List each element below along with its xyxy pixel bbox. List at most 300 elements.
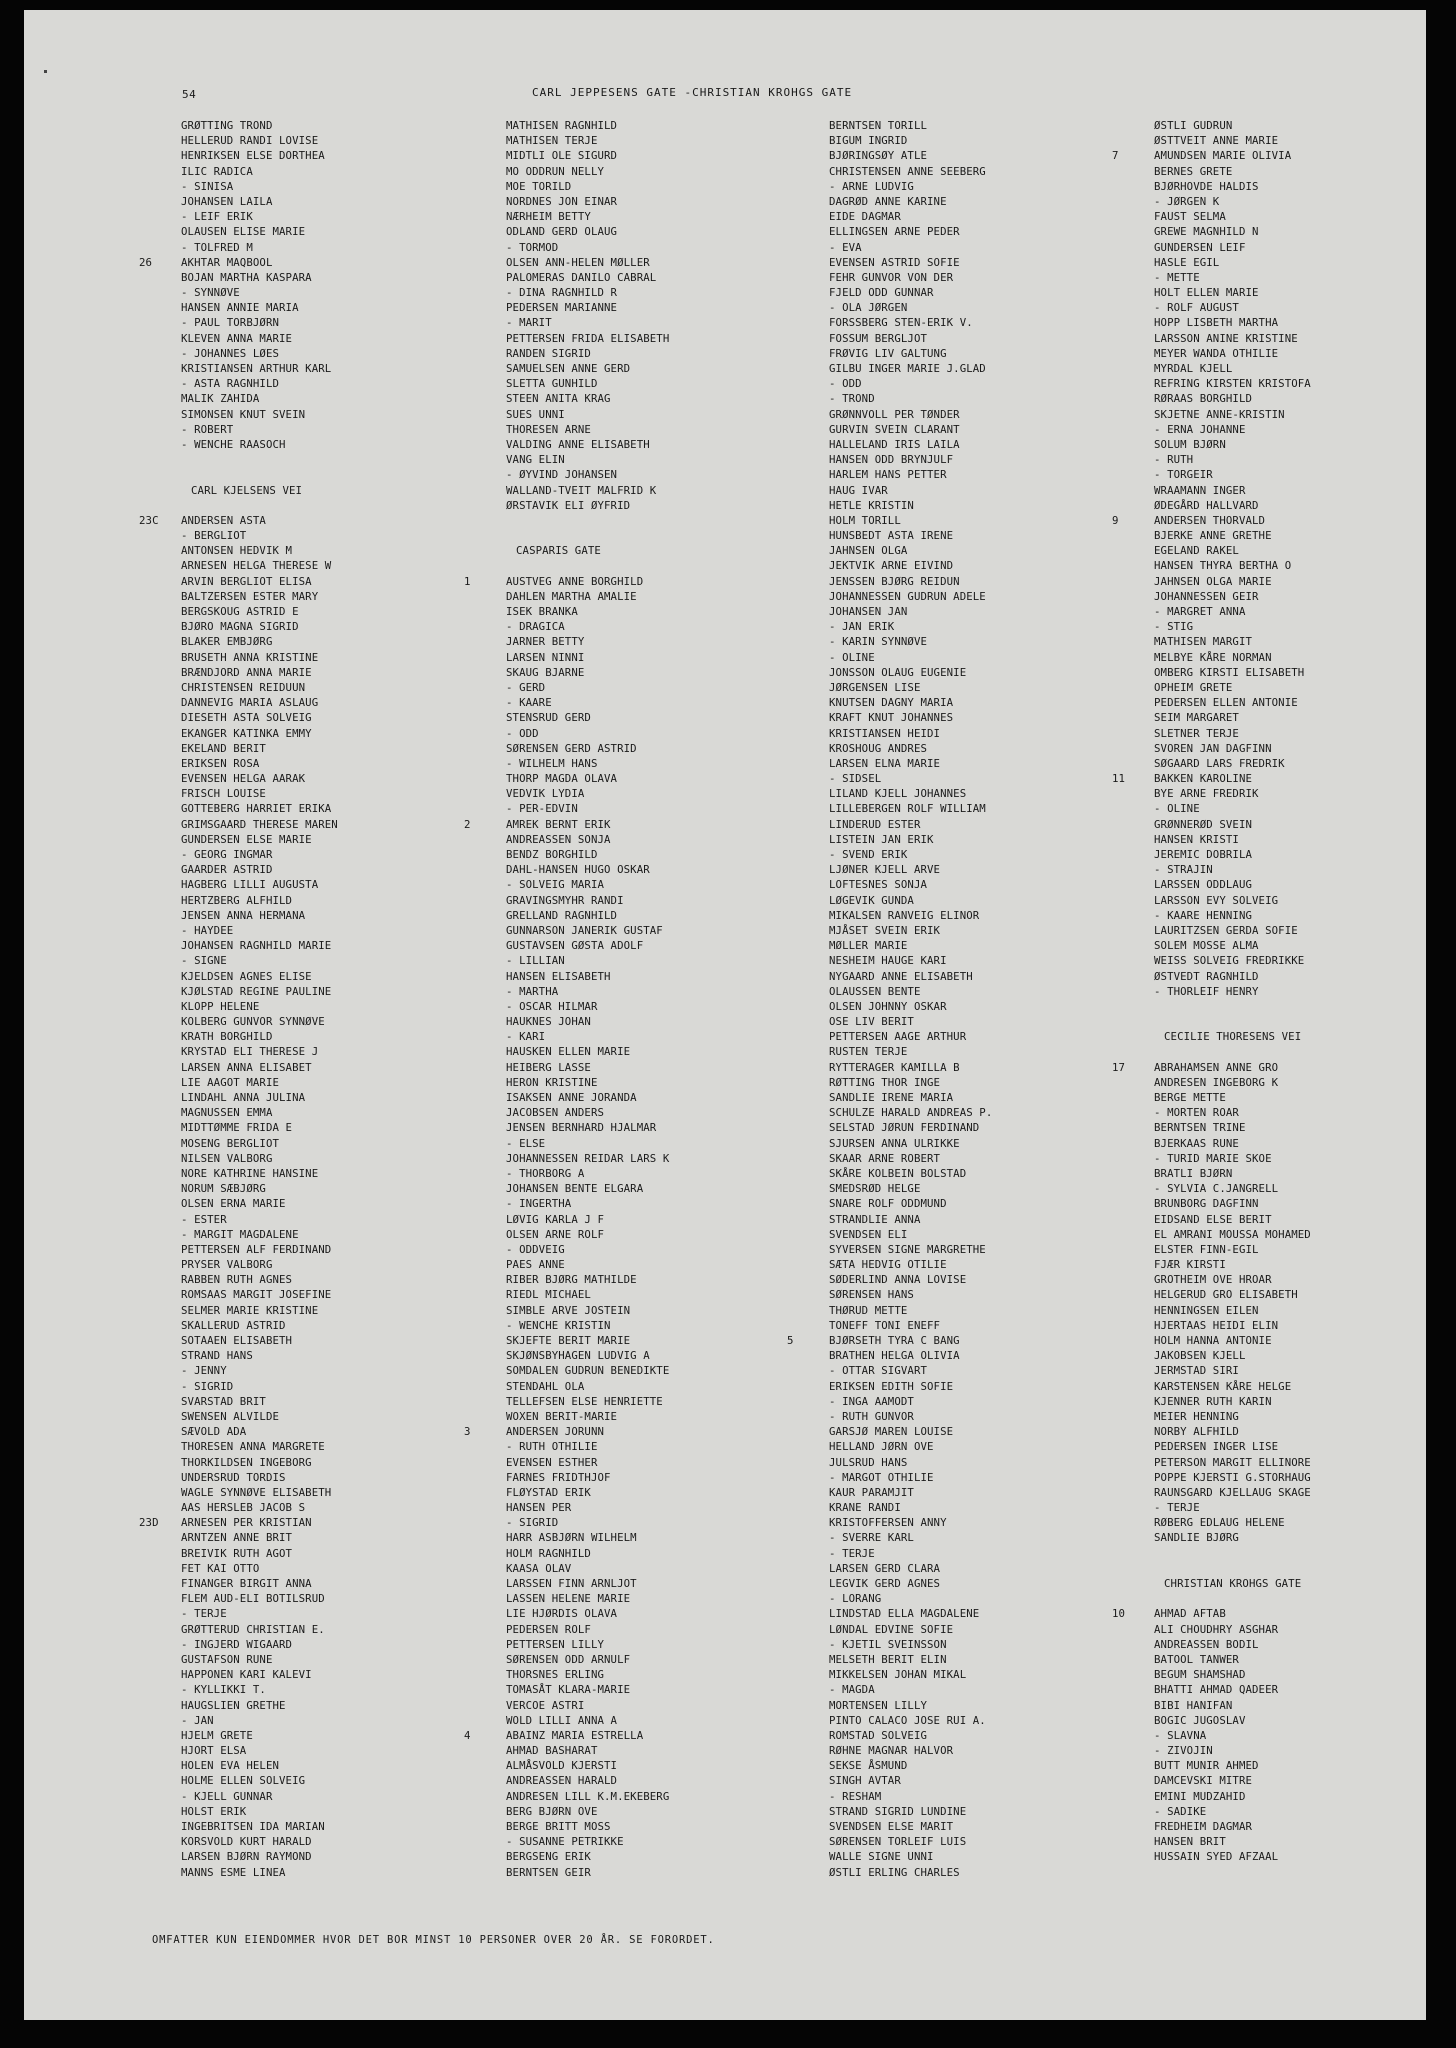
resident-name: HETLE KRISTIN xyxy=(829,498,914,512)
resident-entry xyxy=(139,1728,449,1743)
resident-name: LINDAHL ANNA JULINA xyxy=(181,1091,306,1104)
resident-name: FJÆR KIRSTI xyxy=(1154,1258,1226,1272)
resident-name: SLETNER TERJE xyxy=(1154,726,1239,740)
resident-name: TELLEFSEN ELSE HENRIETTE xyxy=(506,1394,663,1408)
resident-name: - ASTA RAGNHILD xyxy=(181,377,280,391)
resident-entry xyxy=(787,1485,1097,1500)
resident-entry xyxy=(787,1576,1097,1591)
resident-entry xyxy=(139,285,449,300)
resident-entry xyxy=(464,391,774,406)
resident-name: LARSEN NINNI xyxy=(506,650,585,664)
house-number: 3 xyxy=(464,1425,471,1439)
resident-entry xyxy=(464,407,774,422)
resident-name: MORTENSEN LILLY xyxy=(829,1698,928,1712)
resident-name: KNUTSEN DAGNY MARIA xyxy=(829,696,954,710)
resident-name: FAUST SELMA xyxy=(1154,210,1226,224)
resident-entry xyxy=(787,164,1097,179)
resident-name: SØGAARD LARS FREDRIK xyxy=(1154,756,1285,770)
resident-entry xyxy=(139,1439,449,1454)
resident-name: AMUNDSEN MARIE OLIVIA xyxy=(1154,149,1292,163)
resident-name: AMREK BERNT ERIK xyxy=(506,817,611,831)
resident-entry xyxy=(139,270,449,285)
resident-name: - LEIF ERIK xyxy=(181,210,253,224)
resident-name: SANDLIE BJØRG xyxy=(1154,1531,1239,1545)
resident-entry xyxy=(464,1075,774,1090)
resident-entry xyxy=(787,498,1097,513)
resident-name: - LILLIAN xyxy=(506,954,565,968)
resident-name: - STIG xyxy=(1154,620,1194,634)
resident-entry xyxy=(464,209,774,224)
resident-entry xyxy=(787,1242,1097,1257)
resident-name: WAGLE SYNNØVE ELISABETH xyxy=(181,1485,332,1499)
resident-name: GUSTAVSEN GØSTA ADOLF xyxy=(506,939,644,953)
resident-name: LINDSTAD ELLA MAGDALENE xyxy=(829,1607,980,1621)
resident-entry xyxy=(787,1318,1097,1333)
house-number: 9 xyxy=(1112,513,1119,527)
resident-entry xyxy=(464,801,774,816)
resident-name: JACOBSEN ANDERS xyxy=(506,1106,605,1120)
house-number: 7 xyxy=(1112,149,1119,163)
resident-entry xyxy=(139,1120,449,1135)
resident-name: GRAVINGSMYHR RANDI xyxy=(506,893,624,907)
resident-entry xyxy=(139,240,449,255)
resident-name: SØRENSEN TORLEIF LUIS xyxy=(829,1835,967,1849)
resident-name: WEISS SOLVEIG FREDRIKKE xyxy=(1154,954,1305,968)
resident-name: KRISTIANSEN HEIDI xyxy=(829,726,941,740)
resident-entry xyxy=(139,1166,449,1181)
resident-name: JULSRUD HANS xyxy=(829,1455,908,1469)
resident-entry xyxy=(1112,179,1412,194)
resident-entry xyxy=(787,1455,1097,1470)
resident-entry xyxy=(1112,1819,1412,1834)
resident-name: GUSTAFSON RUNE xyxy=(181,1652,273,1666)
resident-name: AKHTAR MAQBOOL xyxy=(181,255,273,269)
resident-name: - TROND xyxy=(829,392,875,406)
resident-name: - SVEND ERIK xyxy=(829,848,908,861)
resident-name: WALLAND-TVEIT MALFRID K xyxy=(506,483,657,497)
resident-name: FJELD ODD GUNNAR xyxy=(829,286,934,300)
resident-entry xyxy=(1112,1090,1412,1105)
resident-entry xyxy=(1112,1713,1412,1728)
resident-entry xyxy=(1112,726,1412,741)
resident-entry xyxy=(464,1105,774,1120)
resident-name: BATOOL TANWER xyxy=(1154,1652,1239,1666)
resident-entry xyxy=(787,817,1097,832)
resident-entry xyxy=(139,1014,449,1029)
resident-name: THORP MAGDA OLAVA xyxy=(506,772,618,786)
resident-entry xyxy=(139,1379,449,1394)
resident-entry xyxy=(464,1439,774,1454)
resident-name: - JAN ERIK xyxy=(829,620,895,634)
resident-entry xyxy=(464,1849,774,1864)
resident-name: SKAAR ARNE ROBERT xyxy=(829,1151,941,1165)
resident-entry xyxy=(1112,771,1412,786)
resident-name: HELLAND JØRN OVE xyxy=(829,1440,934,1454)
resident-entry xyxy=(1112,1120,1412,1135)
resident-entry xyxy=(1112,710,1412,725)
resident-name: RØRAAS BORGHILD xyxy=(1154,392,1253,406)
footer-note: OMFATTER KUN EIENDOMMER HVOR DET BOR MINST 10 PERSONER OVER 20 ÅR. SE FORORDET. xyxy=(152,1934,715,1946)
resident-entry xyxy=(1112,1242,1412,1257)
resident-entry xyxy=(464,953,774,968)
resident-name: GILBU INGER MARIE J.GLAD xyxy=(829,362,986,375)
resident-entry xyxy=(1112,1652,1412,1667)
resident-name: OSE LIV BERIT xyxy=(829,1015,914,1029)
resident-entry xyxy=(464,164,774,179)
resident-entry xyxy=(464,1303,774,1318)
resident-entry xyxy=(1112,1105,1412,1120)
resident-entry xyxy=(464,1667,774,1682)
resident-entry xyxy=(787,1212,1097,1227)
resident-name: - THORBORG A xyxy=(506,1166,585,1180)
resident-entry xyxy=(139,1773,449,1788)
resident-name: MATHISEN TERJE xyxy=(506,134,598,148)
resident-entry xyxy=(139,1212,449,1227)
resident-name: - OLINE xyxy=(829,650,875,664)
resident-entry xyxy=(787,953,1097,968)
resident-name: SEKSE ÅSMUND xyxy=(829,1759,908,1773)
resident-name: LARSEN GERD CLARA xyxy=(829,1561,941,1575)
resident-entry xyxy=(139,361,449,376)
resident-entry xyxy=(1112,543,1412,558)
resident-entry xyxy=(787,726,1097,741)
resident-name: STRAND SIGRID LUNDINE xyxy=(829,1804,967,1818)
resident-entry xyxy=(1112,908,1412,923)
resident-name: - INGA AAMODT xyxy=(829,1394,914,1408)
resident-entry xyxy=(787,665,1097,680)
resident-name: HAGBERG LILLI AUGUSTA xyxy=(181,878,319,892)
resident-entry xyxy=(464,1409,774,1424)
resident-name: LILAND KJELL JOHANNES xyxy=(829,787,967,801)
resident-name: KRISTIANSEN ARTHUR KARL xyxy=(181,362,332,375)
resident-entry xyxy=(787,741,1097,756)
resident-name: OLSEN JOHNNY OSKAR xyxy=(829,999,947,1013)
resident-name: - SVERRE KARL xyxy=(829,1531,914,1545)
resident-entry xyxy=(787,1819,1097,1834)
resident-name: NORBY ALFHILD xyxy=(1154,1425,1239,1439)
column-1 xyxy=(139,118,449,1880)
resident-entry xyxy=(464,1196,774,1211)
resident-name: LØGEVIK GUNDA xyxy=(829,893,914,907)
resident-name: LOFTESNES SONJA xyxy=(829,878,928,892)
resident-entry xyxy=(787,999,1097,1014)
resident-entry xyxy=(464,437,774,452)
resident-name: HUSSAIN SYED AFZAAL xyxy=(1154,1850,1279,1864)
resident-name: SVENDSEN ELSE MARIT xyxy=(829,1820,954,1833)
resident-entry xyxy=(787,1682,1097,1697)
resident-entry xyxy=(464,741,774,756)
resident-entry xyxy=(464,847,774,862)
resident-name: VANG ELIN xyxy=(506,453,565,467)
resident-name: TONEFF TONI ENEFF xyxy=(829,1318,941,1332)
resident-name: HANSEN KRISTI xyxy=(1154,832,1239,846)
resident-name: BREIVIK RUTH AGOT xyxy=(181,1546,293,1560)
resident-name: ARNESEN HELGA THERESE W xyxy=(181,559,332,573)
house-number: 23C xyxy=(139,513,159,527)
resident-entry xyxy=(1112,407,1412,422)
resident-name: LASSEN HELENE MARIE xyxy=(506,1592,631,1606)
resident-entry xyxy=(787,1090,1097,1105)
resident-name: HANSEN PER xyxy=(506,1501,572,1515)
resident-entry xyxy=(464,1348,774,1363)
resident-name: BENDZ BORGHILD xyxy=(506,848,598,861)
resident-entry xyxy=(1112,1743,1412,1758)
resident-entry xyxy=(787,483,1097,498)
resident-entry xyxy=(787,1728,1097,1743)
resident-entry xyxy=(464,1606,774,1621)
resident-entry xyxy=(787,969,1097,984)
resident-name: BHATTI AHMAD QADEER xyxy=(1154,1683,1279,1697)
resident-name: DANNEVIG MARIA ASLAUG xyxy=(181,696,319,710)
resident-entry xyxy=(787,680,1097,695)
resident-entry xyxy=(1112,832,1412,847)
resident-entry xyxy=(787,558,1097,573)
resident-entry xyxy=(464,346,774,361)
resident-entry xyxy=(1112,756,1412,771)
resident-entry xyxy=(787,1363,1097,1378)
resident-name: JONSSON OLAUG EUGENIE xyxy=(829,665,967,679)
resident-name: SOTAAEN ELISABETH xyxy=(181,1334,293,1347)
resident-name: MANNS ESME LINEA xyxy=(181,1865,286,1879)
resident-entry xyxy=(787,1773,1097,1788)
resident-name: - THORLEIF HENRY xyxy=(1154,984,1259,998)
street-name: CECILIE THORESENS VEI xyxy=(1164,1030,1302,1044)
resident-entry xyxy=(139,315,449,330)
resident-entry xyxy=(787,1227,1097,1242)
resident-name: SYVERSEN SIGNE MARGRETHE xyxy=(829,1242,986,1256)
resident-name: SANDLIE IRENE MARIA xyxy=(829,1091,954,1104)
resident-entry xyxy=(464,194,774,209)
resident-entry xyxy=(787,1120,1097,1135)
house-number: 10 xyxy=(1112,1607,1126,1621)
resident-name: KROSHOUG ANDRES xyxy=(829,741,928,755)
resident-entry xyxy=(1112,1439,1412,1454)
resident-entry xyxy=(139,558,449,573)
resident-name: - TERJE xyxy=(181,1607,227,1621)
resident-entry xyxy=(139,1758,449,1773)
resident-name: SOLEM MOSSE ALMA xyxy=(1154,939,1259,953)
resident-entry xyxy=(787,1804,1097,1819)
resident-name: - GERD xyxy=(506,680,546,694)
resident-entry xyxy=(139,1333,449,1348)
resident-entry xyxy=(139,1485,449,1500)
resident-entry xyxy=(1112,1667,1412,1682)
resident-name: SÆTA HEDVIG OTILIE xyxy=(829,1258,947,1272)
resident-entry xyxy=(464,1212,774,1227)
resident-entry xyxy=(139,118,449,133)
resident-entry xyxy=(787,862,1097,877)
resident-entry xyxy=(787,1515,1097,1530)
resident-name: BERG BJØRN OVE xyxy=(506,1804,598,1818)
resident-entry xyxy=(464,1622,774,1637)
resident-name: SELSTAD JØRUN FERDINAND xyxy=(829,1121,980,1135)
resident-name: ANDREASSEN HARALD xyxy=(506,1774,618,1788)
resident-name: REFRING KIRSTEN KRISTOFA xyxy=(1154,377,1311,391)
resident-entry xyxy=(464,1455,774,1470)
resident-name: FINANGER BIRGIT ANNA xyxy=(181,1577,312,1590)
resident-name: SUES UNNI xyxy=(506,407,565,421)
resident-entry xyxy=(1112,984,1412,999)
resident-name: EL AMRANI MOUSSA MOHAMED xyxy=(1154,1227,1311,1241)
resident-name: BERNTSEN TRINE xyxy=(1154,1121,1246,1135)
resident-name: PETTERSEN ALF FERDINAND xyxy=(181,1242,332,1256)
resident-name: KRANE RANDI xyxy=(829,1501,901,1515)
resident-entry xyxy=(1112,1834,1412,1849)
resident-entry xyxy=(1112,285,1412,300)
street-heading xyxy=(1112,1029,1412,1044)
blank-line xyxy=(1112,1591,1412,1606)
resident-entry xyxy=(1112,680,1412,695)
resident-entry xyxy=(1112,1622,1412,1637)
resident-entry xyxy=(787,422,1097,437)
resident-name: NESHEIM HAUGE KARI xyxy=(829,954,947,968)
resident-entry xyxy=(787,361,1097,376)
resident-entry xyxy=(464,1090,774,1105)
resident-name: JOHANNESSEN GUDRUN ADELE xyxy=(829,589,986,603)
resident-entry xyxy=(787,1257,1097,1272)
resident-entry xyxy=(1112,1181,1412,1196)
resident-name: - RESHAM xyxy=(829,1789,882,1803)
resident-entry xyxy=(464,1485,774,1500)
resident-name: EKANGER KATINKA EMMY xyxy=(181,726,312,740)
resident-name: SØRENSEN GERD ASTRID xyxy=(506,741,637,755)
resident-entry xyxy=(464,634,774,649)
resident-name: RIEDL MICHAEL xyxy=(506,1288,591,1302)
resident-name: RAUNSGARD KJELLAUG SKAGE xyxy=(1154,1485,1311,1499)
resident-name: PETTERSEN AAGE ARTHUR xyxy=(829,1030,967,1044)
resident-name: NORE KATHRINE HANSINE xyxy=(181,1166,319,1180)
resident-entry xyxy=(464,1181,774,1196)
resident-name: EIDSAND ELSE BERIT xyxy=(1154,1212,1272,1226)
resident-name: - SIGNE xyxy=(181,954,227,968)
resident-entry xyxy=(1112,361,1412,376)
street-name: CHRISTIAN KROHGS GATE xyxy=(1164,1577,1302,1590)
resident-name: ANDREASSEN BODIL xyxy=(1154,1637,1259,1651)
resident-entry xyxy=(1112,422,1412,437)
resident-name: ERIKSEN ROSA xyxy=(181,756,260,770)
resident-entry xyxy=(1112,604,1412,619)
resident-entry xyxy=(787,1181,1097,1196)
resident-entry xyxy=(464,1561,774,1576)
resident-entry xyxy=(1112,1060,1412,1075)
resident-name: - ODD xyxy=(506,726,539,740)
resident-name: - ZIVOJIN xyxy=(1154,1744,1213,1758)
resident-name: ARNESEN PER KRISTIAN xyxy=(181,1516,312,1530)
resident-name: FARNES FRIDTHJOF xyxy=(506,1470,611,1484)
resident-entry xyxy=(464,1546,774,1561)
resident-entry xyxy=(139,817,449,832)
resident-entry xyxy=(464,984,774,999)
resident-entry xyxy=(787,1865,1097,1880)
resident-entry xyxy=(139,437,449,452)
resident-entry xyxy=(464,862,774,877)
resident-name: JOHANSEN BENTE ELGARA xyxy=(506,1182,644,1196)
resident-name: SELMER MARIE KRISTINE xyxy=(181,1303,319,1317)
resident-name: SOMDALEN GUDRUN BENEDIKTE xyxy=(506,1364,670,1378)
resident-entry xyxy=(787,1075,1097,1090)
page-header: CARL JEPPESENS GATE -CHRISTIAN KROHGS GATE xyxy=(532,86,853,99)
resident-name: SKJØNSBYHAGEN LUDVIG A xyxy=(506,1349,650,1363)
resident-name: GUNDERSEN ELSE MARIE xyxy=(181,832,312,846)
resident-entry xyxy=(787,756,1097,771)
resident-entry xyxy=(464,1014,774,1029)
resident-name: MALIK ZAHIDA xyxy=(181,392,260,406)
resident-entry xyxy=(464,1773,774,1788)
resident-name: WOXEN BERIT-MARIE xyxy=(506,1409,618,1423)
page-number: 54 xyxy=(182,88,197,101)
resident-name: DAGRØD ANNE KARINE xyxy=(829,194,947,208)
resident-name: RØBERG EDLAUG HELENE xyxy=(1154,1516,1285,1530)
resident-name: ØSTLI ERLING CHARLES xyxy=(829,1865,960,1879)
resident-entry xyxy=(1112,376,1412,391)
resident-entry xyxy=(787,1606,1097,1621)
resident-name: MEYER WANDA OTHILIE xyxy=(1154,346,1279,360)
resident-entry xyxy=(464,726,774,741)
resident-name: SWENSEN ALVILDE xyxy=(181,1409,280,1423)
resident-name: JOHANSEN JAN xyxy=(829,605,908,618)
resident-entry xyxy=(139,179,449,194)
resident-name: - MARIT xyxy=(506,316,552,330)
resident-name: SVOREN JAN DAGFINN xyxy=(1154,741,1272,755)
resident-name: RYTTERAGER KAMILLA B xyxy=(829,1060,960,1074)
resident-entry xyxy=(787,650,1097,665)
resident-entry xyxy=(139,1348,449,1363)
resident-entry xyxy=(1112,164,1412,179)
resident-name: EIDE DAGMAR xyxy=(829,210,901,224)
resident-name: PEDERSEN ELLEN ANTONIE xyxy=(1154,696,1298,710)
resident-entry xyxy=(787,1530,1097,1545)
resident-name: MIDTLI OLE SIGURD xyxy=(506,149,618,163)
resident-name: SIMBLE ARVE JOSTEIN xyxy=(506,1303,631,1317)
resident-entry xyxy=(139,1637,449,1652)
resident-name: LARSSEN FINN ARNLJOT xyxy=(506,1577,637,1590)
house-number: 5 xyxy=(787,1334,794,1347)
resident-name: STRAND HANS xyxy=(181,1349,253,1363)
resident-name: EVENSEN ESTHER xyxy=(506,1455,598,1469)
resident-name: MIKKELSEN JOHAN MIKAL xyxy=(829,1668,967,1682)
resident-name: HALLELAND IRIS LAILA xyxy=(829,437,960,451)
resident-entry xyxy=(464,376,774,391)
resident-name: BERNTSEN TORILL xyxy=(829,119,928,132)
resident-entry xyxy=(139,1455,449,1470)
resident-entry xyxy=(139,756,449,771)
resident-entry xyxy=(1112,1075,1412,1090)
resident-entry xyxy=(139,1196,449,1211)
resident-name: PEDERSEN MARIANNE xyxy=(506,301,618,315)
resident-name: HJELM GRETE xyxy=(181,1728,253,1742)
resident-name: HOLME ELLEN SOLVEIG xyxy=(181,1774,306,1788)
resident-name: HAUGSLIEN GRETHE xyxy=(181,1698,286,1712)
resident-entry xyxy=(464,285,774,300)
resident-name: GARSJØ MAREN LOUISE xyxy=(829,1425,954,1439)
resident-name: BJØRO MAGNA SIGRID xyxy=(181,620,299,634)
resident-entry xyxy=(464,1029,774,1044)
resident-name: BERNES GRETE xyxy=(1154,164,1233,178)
resident-entry xyxy=(139,513,449,528)
blank-line xyxy=(1112,1014,1412,1029)
resident-name: ABAINZ MARIA ESTRELLA xyxy=(506,1728,644,1742)
resident-name: HANSEN BRIT xyxy=(1154,1835,1226,1849)
resident-entry xyxy=(464,908,774,923)
resident-entry xyxy=(139,847,449,862)
resident-entry xyxy=(787,1546,1097,1561)
resident-entry xyxy=(787,133,1097,148)
resident-entry xyxy=(139,923,449,938)
resident-entry xyxy=(139,893,449,908)
resident-name: ARVIN BERGLIOT ELISA xyxy=(181,574,312,588)
resident-name: - SADIKE xyxy=(1154,1804,1207,1818)
resident-name: SINGH AVTAR xyxy=(829,1774,901,1788)
